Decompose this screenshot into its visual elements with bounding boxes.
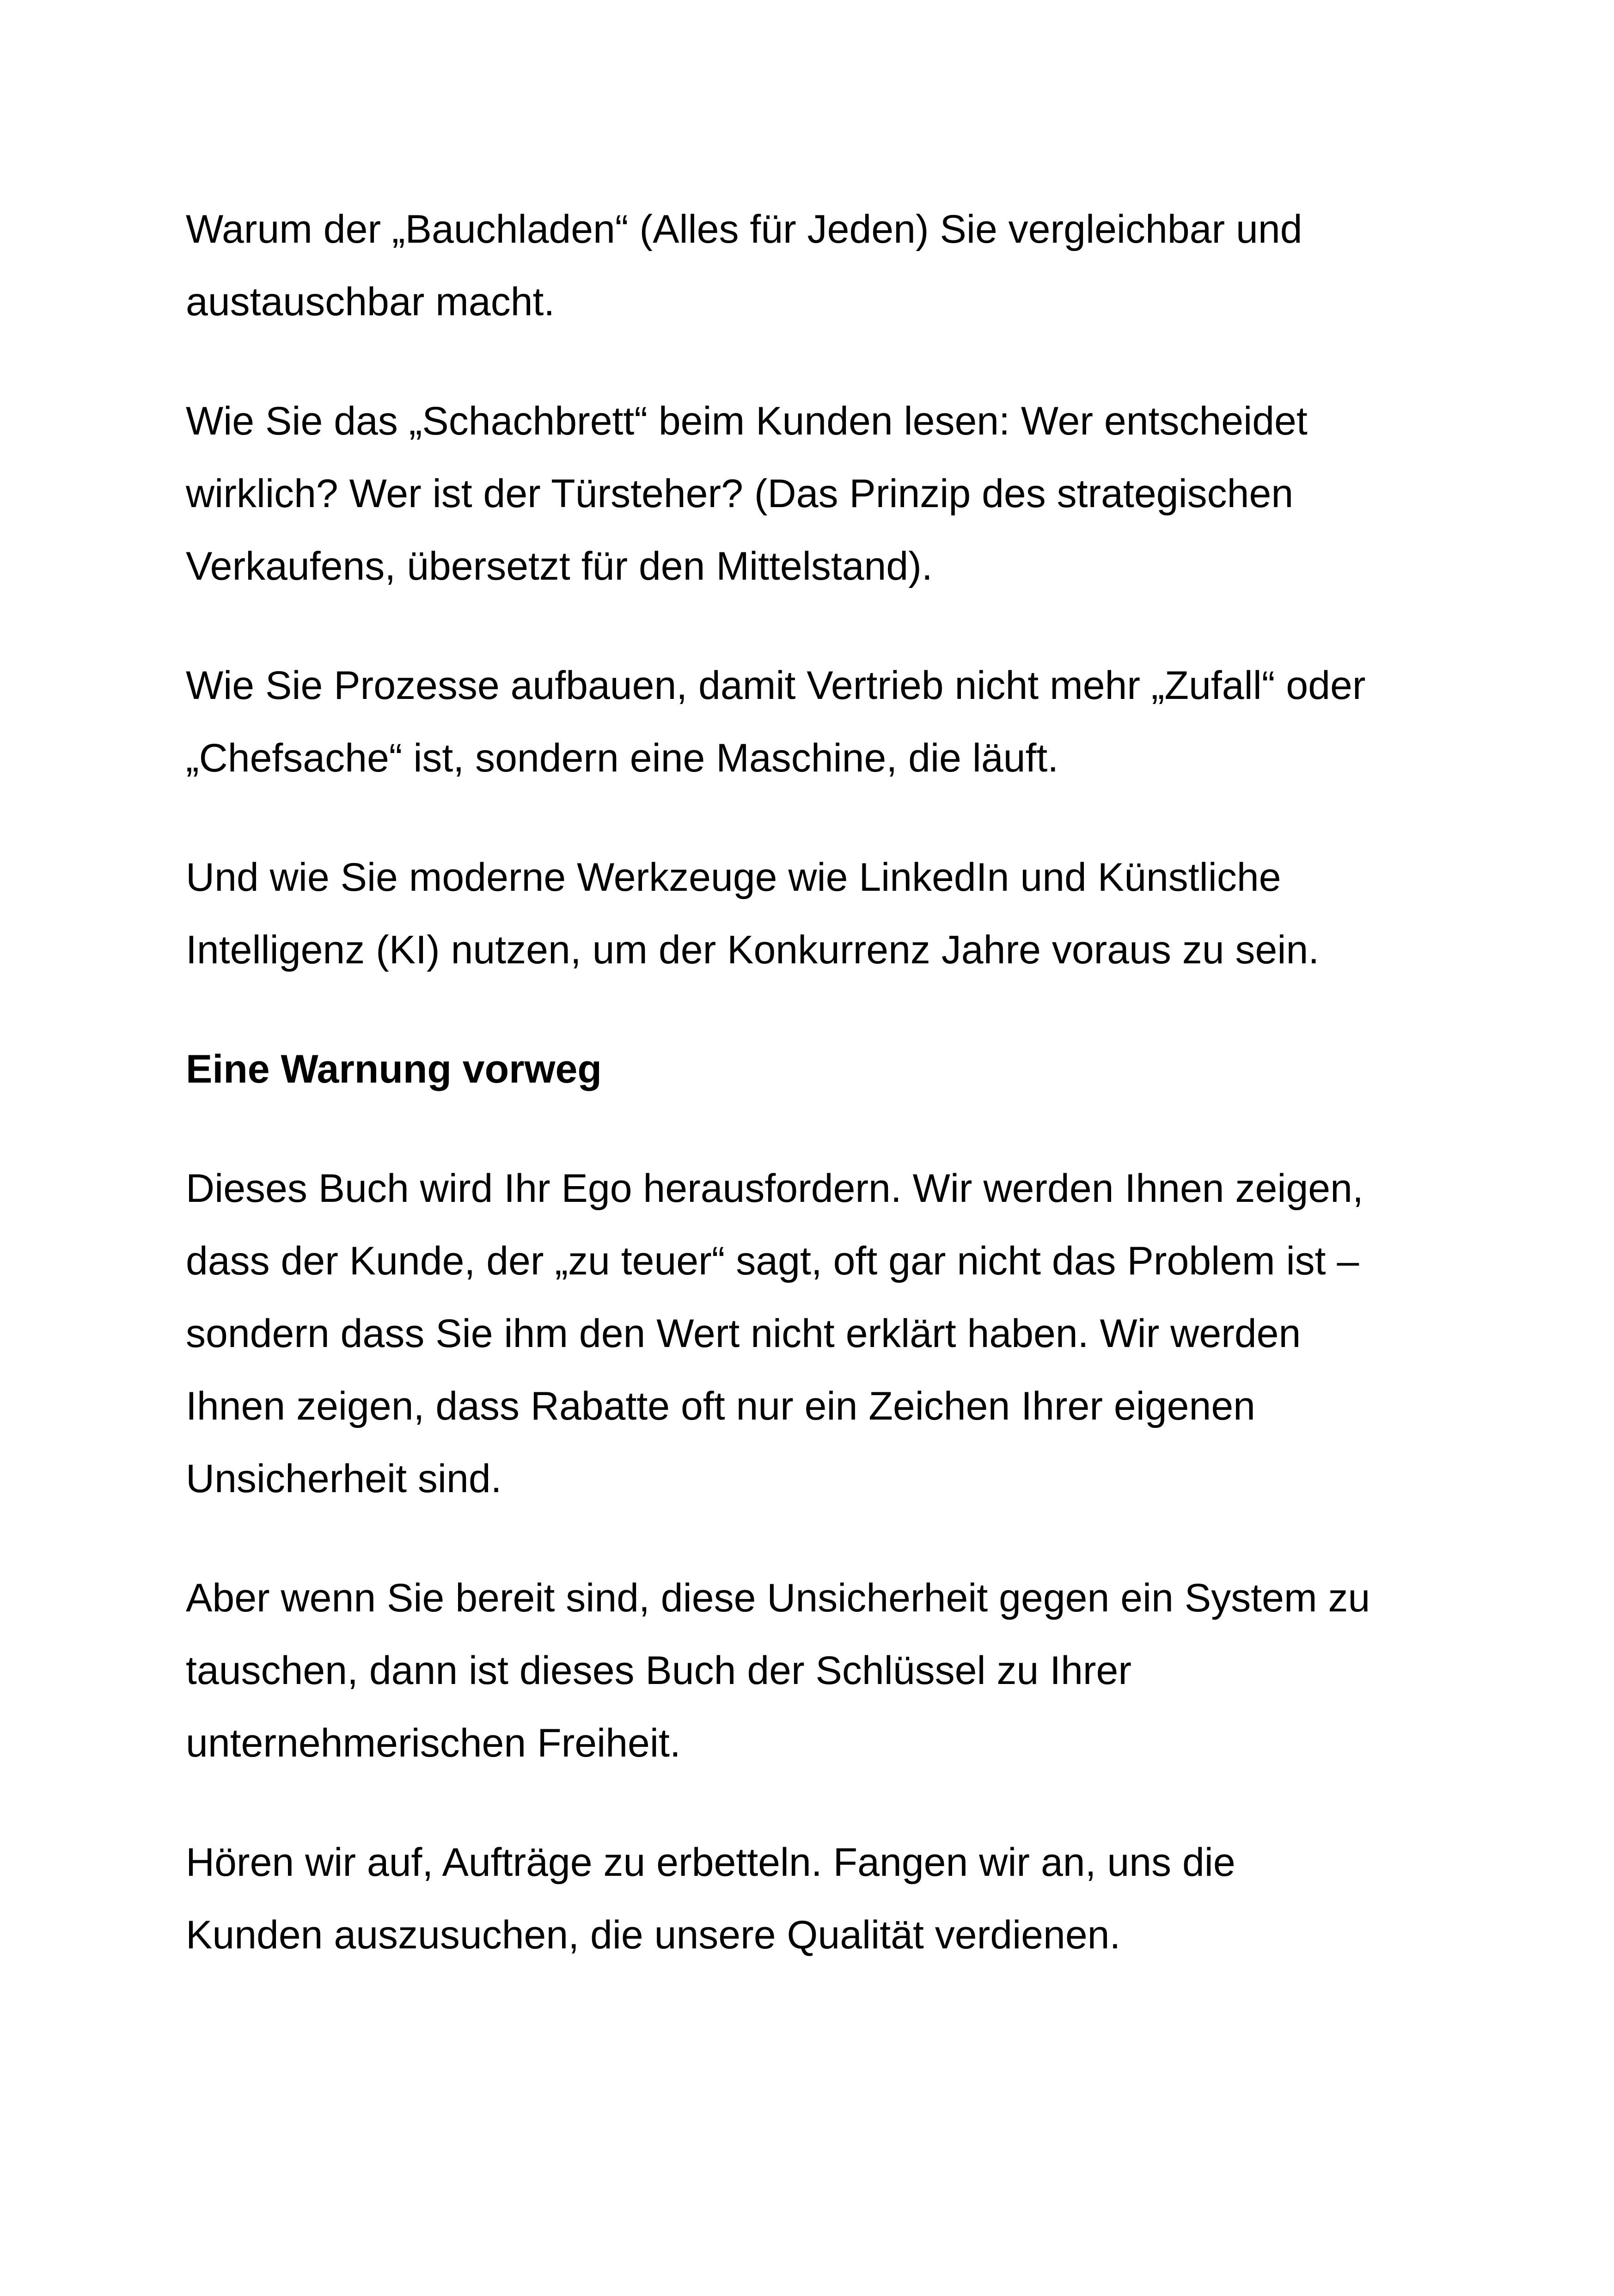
text-line: sondern dass Sie ihm den Wert nicht erklärt haben. Wir werden	[186, 1311, 1301, 1356]
text-line: Warum der „Bauchladen“ (Alles für Jeden) Sie vergleichbar und	[186, 207, 1302, 251]
text-line: Unsicherheit sind.	[186, 1457, 502, 1501]
document-body	[186, 193, 1461, 2018]
paragraph-schachbrett	[186, 385, 1461, 603]
text-line: austauschbar macht.	[186, 280, 555, 324]
paragraph-prozesse	[186, 649, 1461, 795]
paragraph-auftraege	[186, 1826, 1461, 1971]
section-heading: Eine Warnung vorweg	[186, 1047, 602, 1091]
paragraph-werkzeuge	[186, 841, 1461, 986]
text-line: tauschen, dann ist dieses Buch der Schlüssel zu Ihrer	[186, 1648, 1132, 1693]
text-line: Wie Sie Prozesse aufbauen, damit Vertrieb nicht mehr „Zufall“ oder	[186, 663, 1366, 708]
text-line: Hören wir auf, Aufträge zu erbetteln. Fangen wir an, uns die	[186, 1840, 1235, 1885]
text-line: Aber wenn Sie bereit sind, diese Unsicherheit gegen ein System zu	[186, 1576, 1370, 1620]
text-line: Dieses Buch wird Ihr Ego herausfordern. Wir werden Ihnen zeigen,	[186, 1166, 1363, 1211]
paragraph-bauchladen	[186, 193, 1461, 338]
text-line: Kunden auszusuchen, die unsere Qualität verdienen.	[186, 1913, 1121, 1957]
text-line: Ihnen zeigen, dass Rabatte oft nur ein Zeichen Ihrer eigenen	[186, 1384, 1255, 1428]
text-line: unternehmerischen Freiheit.	[186, 1721, 681, 1765]
text-line: Wie Sie das „Schachbrett“ beim Kunden lesen: Wer entscheidet	[186, 399, 1308, 443]
text-line: „Chefsache“ ist, sondern eine Maschine, die läuft.	[186, 736, 1059, 780]
paragraph-system	[186, 1562, 1461, 1780]
text-line: Und wie Sie moderne Werkzeuge wie LinkedIn und Künstliche	[186, 855, 1281, 900]
text-line: wirklich? Wer ist der Türsteher? (Das Prinzip des strategischen	[186, 471, 1294, 516]
text-line: Intelligenz (KI) nutzen, um der Konkurrenz Jahre voraus zu sein.	[186, 928, 1320, 972]
text-line: Verkaufens, übersetzt für den Mittelstand).	[186, 544, 933, 588]
text-line: dass der Kunde, der „zu teuer“ sagt, oft gar nicht das Problem ist –	[186, 1239, 1359, 1283]
paragraph-ego	[186, 1152, 1461, 1515]
